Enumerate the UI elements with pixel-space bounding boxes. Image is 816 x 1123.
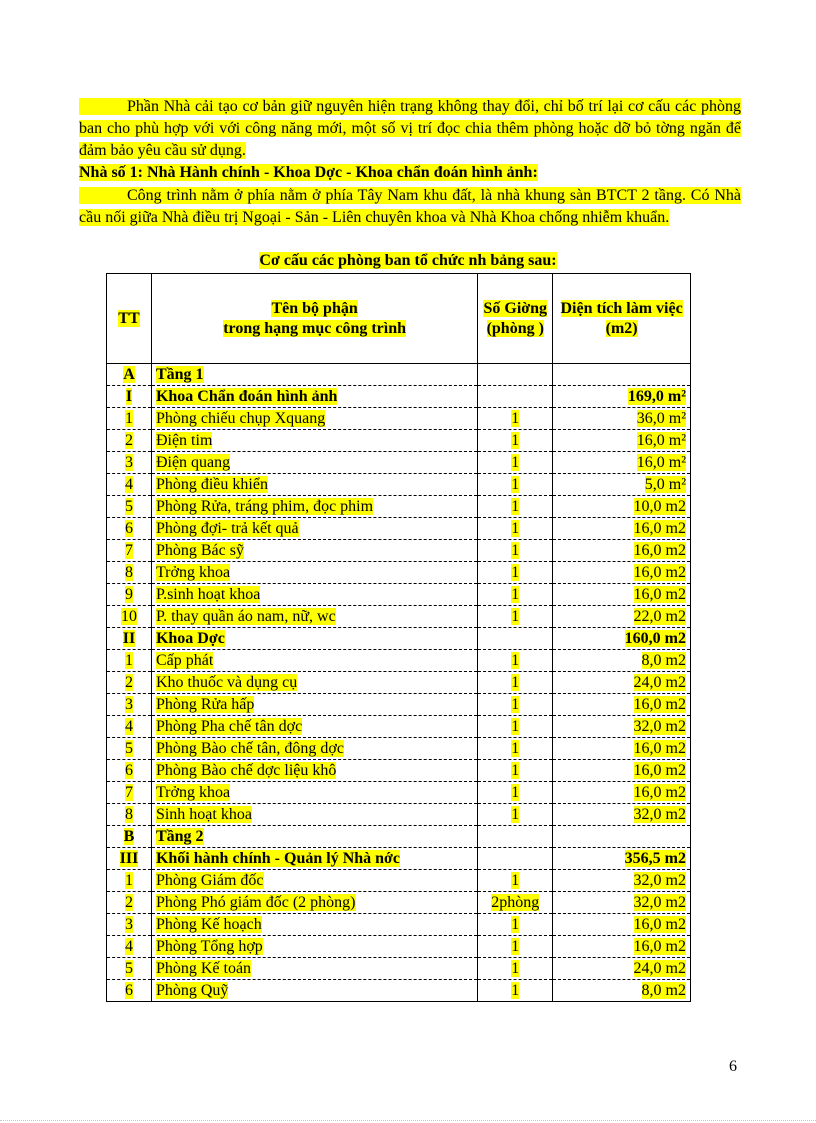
cell-beds-text: 1 bbox=[511, 981, 520, 999]
cell-tt-text: 4 bbox=[124, 717, 133, 735]
cell-name bbox=[151, 562, 477, 584]
cell-beds-text: 1 bbox=[511, 673, 520, 691]
cell-area-text: 16,0 m² bbox=[636, 453, 686, 471]
description-paragraph-text: Công trình nằm ở phía nằm ở phía Tây Nam khu đất, là nhà khung sàn BTCT 2 tầng. Có Nhà cầu nối giữa Nhà điều trị Ngoại - Sản - Liên chuyên khoa và Nhà Khoa chống nhiễm khuẩn. bbox=[79, 187, 741, 226]
table-group-row bbox=[107, 364, 691, 386]
cell-area-text: 5,0 m² bbox=[644, 475, 686, 493]
cell-area bbox=[553, 848, 691, 870]
cell-tt bbox=[107, 870, 152, 892]
cell-area bbox=[553, 386, 691, 408]
cell-tt-text: 8 bbox=[124, 563, 133, 581]
cell-area bbox=[553, 606, 691, 628]
table-caption-text: Cơ cấu các phòng ban tổ chức nh bảng sau: bbox=[259, 252, 557, 269]
table-row bbox=[107, 716, 691, 738]
cell-name bbox=[151, 430, 477, 452]
cell-beds bbox=[478, 716, 553, 738]
cell-name bbox=[151, 386, 477, 408]
cell-tt bbox=[107, 848, 152, 870]
cell-tt bbox=[107, 672, 152, 694]
cell-name bbox=[151, 408, 477, 430]
cell-tt-text: 2 bbox=[124, 673, 133, 691]
cell-tt-text: 4 bbox=[124, 475, 133, 493]
table-row bbox=[107, 870, 691, 892]
cell-beds-text: 1 bbox=[511, 453, 520, 471]
table-row bbox=[107, 980, 691, 1002]
cell-tt bbox=[107, 452, 152, 474]
cell-beds bbox=[478, 914, 553, 936]
cell-name bbox=[151, 650, 477, 672]
table-row bbox=[107, 584, 691, 606]
cell-tt-text: A bbox=[123, 365, 135, 383]
table-row bbox=[107, 452, 691, 474]
cell-name-text: Phòng Rửa, tráng phim, đọc phim bbox=[155, 497, 374, 515]
cell-area-text: 32,0 m2 bbox=[633, 805, 686, 823]
cell-tt bbox=[107, 980, 152, 1002]
cell-beds-text: 1 bbox=[511, 717, 520, 735]
table-row bbox=[107, 760, 691, 782]
cell-tt-text: 3 bbox=[124, 453, 133, 471]
cell-tt bbox=[107, 474, 152, 496]
cell-name bbox=[151, 848, 477, 870]
table-group-row bbox=[107, 386, 691, 408]
cell-area bbox=[553, 452, 691, 474]
cell-area-text: 16,0 m2 bbox=[633, 783, 686, 801]
table-row bbox=[107, 606, 691, 628]
cell-area-text: 16,0 m2 bbox=[633, 761, 686, 779]
table-group-row bbox=[107, 628, 691, 650]
cell-name bbox=[151, 870, 477, 892]
cell-area bbox=[553, 694, 691, 716]
cell-area-text: 16,0 m2 bbox=[633, 541, 686, 559]
cell-beds bbox=[478, 892, 553, 914]
cell-tt bbox=[107, 826, 152, 848]
table-row bbox=[107, 474, 691, 496]
cell-name-text: Khối hành chính - Quản lý Nhà nớc bbox=[155, 849, 401, 867]
cell-beds-text: 1 bbox=[511, 409, 520, 427]
cell-name-text: Phòng Bào chế dợc liệu khô bbox=[155, 761, 337, 779]
cell-area bbox=[553, 936, 691, 958]
cell-name bbox=[151, 672, 477, 694]
cell-tt-text: 8 bbox=[124, 805, 133, 823]
cell-beds bbox=[478, 738, 553, 760]
cell-area bbox=[553, 496, 691, 518]
cell-name-text: Phòng Bác sỹ bbox=[155, 541, 244, 559]
cell-tt bbox=[107, 804, 152, 826]
cell-name bbox=[151, 980, 477, 1002]
header-tt: TT bbox=[107, 274, 152, 364]
cell-name bbox=[151, 804, 477, 826]
section-heading bbox=[79, 162, 741, 184]
cell-beds-text: 1 bbox=[511, 805, 520, 823]
cell-name bbox=[151, 782, 477, 804]
cell-area bbox=[553, 650, 691, 672]
cell-name-text: Phòng Pha chế tân dợc bbox=[155, 717, 303, 735]
cell-beds bbox=[478, 408, 553, 430]
cell-area bbox=[553, 584, 691, 606]
cell-area bbox=[553, 760, 691, 782]
table-row bbox=[107, 408, 691, 430]
cell-beds bbox=[478, 672, 553, 694]
cell-area bbox=[553, 870, 691, 892]
cell-name-text: Điện quang bbox=[155, 453, 231, 471]
cell-beds bbox=[478, 430, 553, 452]
cell-area bbox=[553, 430, 691, 452]
cell-tt bbox=[107, 584, 152, 606]
cell-beds bbox=[478, 980, 553, 1002]
cell-name-text: Phòng chiếu chụp Xquang bbox=[155, 409, 326, 427]
cell-area-text: 24,0 m2 bbox=[633, 959, 686, 977]
cell-tt-text: 5 bbox=[124, 497, 133, 515]
cell-beds bbox=[478, 606, 553, 628]
cell-name bbox=[151, 628, 477, 650]
cell-beds bbox=[478, 804, 553, 826]
cell-area-text: 24,0 m2 bbox=[633, 673, 686, 691]
cell-name-text: Khoa Chẩn đoán hình ảnh bbox=[155, 387, 338, 405]
cell-tt-text: 2 bbox=[124, 431, 133, 449]
cell-name bbox=[151, 826, 477, 848]
cell-beds bbox=[478, 584, 553, 606]
cell-area-text: 16,0 m2 bbox=[633, 739, 686, 757]
table-row bbox=[107, 672, 691, 694]
cell-beds-text: 1 bbox=[511, 937, 520, 955]
header-name: Tên bộ phận trong hạng mục công trình bbox=[151, 274, 477, 364]
cell-beds bbox=[478, 848, 553, 870]
cell-tt-text: 7 bbox=[124, 783, 133, 801]
table-row bbox=[107, 804, 691, 826]
cell-area bbox=[553, 716, 691, 738]
cell-name-text: Phòng Kế toán bbox=[155, 959, 252, 977]
cell-name bbox=[151, 474, 477, 496]
cell-beds bbox=[478, 540, 553, 562]
cell-area-text: 22,0 m2 bbox=[633, 607, 686, 625]
cell-area bbox=[553, 408, 691, 430]
table-row bbox=[107, 914, 691, 936]
cell-beds-text: 1 bbox=[511, 585, 520, 603]
cell-tt bbox=[107, 408, 152, 430]
table-row bbox=[107, 782, 691, 804]
cell-name bbox=[151, 540, 477, 562]
cell-area bbox=[553, 518, 691, 540]
cell-area-text: 32,0 m2 bbox=[633, 893, 686, 911]
cell-tt bbox=[107, 650, 152, 672]
cell-beds-text: 1 bbox=[511, 541, 520, 559]
cell-beds-text: 1 bbox=[511, 695, 520, 713]
cell-area bbox=[553, 738, 691, 760]
cell-tt-text: 2 bbox=[124, 893, 133, 911]
cell-tt-text: 3 bbox=[124, 695, 133, 713]
cell-area-text: 16,0 m2 bbox=[633, 937, 686, 955]
page-edge-divider bbox=[0, 1120, 816, 1121]
table-row bbox=[107, 650, 691, 672]
cell-name bbox=[151, 892, 477, 914]
table-row bbox=[107, 694, 691, 716]
cell-area-text: 32,0 m2 bbox=[633, 871, 686, 889]
cell-name-text: Kho thuốc và dụng cụ bbox=[155, 673, 298, 691]
cell-name bbox=[151, 364, 477, 386]
cell-tt bbox=[107, 694, 152, 716]
cell-tt bbox=[107, 782, 152, 804]
table-header-row bbox=[107, 274, 691, 364]
cell-beds bbox=[478, 826, 553, 848]
cell-beds bbox=[478, 782, 553, 804]
cell-area bbox=[553, 672, 691, 694]
cell-area-text: 16,0 m2 bbox=[633, 695, 686, 713]
cell-name bbox=[151, 496, 477, 518]
cell-tt bbox=[107, 606, 152, 628]
cell-tt-text: 6 bbox=[124, 519, 133, 537]
cell-beds-text: 1 bbox=[511, 871, 520, 889]
cell-name-text: Trởng khoa bbox=[155, 783, 231, 801]
cell-name bbox=[151, 452, 477, 474]
header-area: Diện tích làm việc (m2) bbox=[553, 274, 691, 364]
table-caption bbox=[0, 251, 816, 271]
cell-beds bbox=[478, 364, 553, 386]
table-row bbox=[107, 892, 691, 914]
cell-tt bbox=[107, 760, 152, 782]
cell-name-text: Trởng khoa bbox=[155, 563, 231, 581]
cell-beds bbox=[478, 518, 553, 540]
cell-beds bbox=[478, 694, 553, 716]
cell-beds bbox=[478, 474, 553, 496]
cell-beds-text: 1 bbox=[511, 563, 520, 581]
cell-area-text: 16,0 m2 bbox=[633, 915, 686, 933]
cell-tt bbox=[107, 386, 152, 408]
cell-tt-text: I bbox=[125, 387, 133, 405]
cell-name-text: P. thay quần áo nam, nữ, wc bbox=[155, 607, 336, 625]
cell-area-text: 356,5 m2 bbox=[624, 849, 686, 867]
cell-name-text: Phòng điều khiển bbox=[155, 475, 268, 493]
cell-area-text: 16,0 m2 bbox=[633, 519, 686, 537]
cell-tt-text: 6 bbox=[124, 981, 133, 999]
cell-beds bbox=[478, 650, 553, 672]
description-paragraph bbox=[79, 185, 741, 229]
cell-name-text: Phòng Bào chế tân, đông dợc bbox=[155, 739, 344, 757]
cell-tt-text: 5 bbox=[124, 959, 133, 977]
cell-name-text: Phòng Rửa hấp bbox=[155, 695, 255, 713]
cell-area bbox=[553, 958, 691, 980]
table-body bbox=[107, 364, 691, 1002]
cell-beds-text: 1 bbox=[511, 651, 520, 669]
cell-name bbox=[151, 716, 477, 738]
cell-tt bbox=[107, 892, 152, 914]
cell-name-text: Phòng Phó giám đốc (2 phòng) bbox=[155, 893, 356, 911]
cell-name-text: Phòng Tổng hợp bbox=[155, 937, 263, 955]
cell-name-text: Phòng Giám đốc bbox=[155, 871, 264, 889]
cell-area bbox=[553, 540, 691, 562]
cell-area bbox=[553, 562, 691, 584]
cell-beds-text: 1 bbox=[511, 761, 520, 779]
cell-area-text: 16,0 m2 bbox=[633, 563, 686, 581]
cell-area-text: 8,0 m2 bbox=[641, 981, 686, 999]
cell-area-text: 36,0 m² bbox=[636, 409, 686, 427]
cell-area-text: 10,0 m2 bbox=[633, 497, 686, 515]
header-beds: Số Giờng (phòng ) bbox=[478, 274, 553, 364]
cell-area-text: 16,0 m2 bbox=[633, 585, 686, 603]
cell-tt-text: III bbox=[119, 849, 139, 867]
cell-tt bbox=[107, 628, 152, 650]
cell-beds-text: 1 bbox=[511, 915, 520, 933]
cell-tt bbox=[107, 562, 152, 584]
cell-beds-text: 2phòng bbox=[491, 893, 540, 911]
cell-beds bbox=[478, 936, 553, 958]
cell-area bbox=[553, 782, 691, 804]
table-group-row bbox=[107, 826, 691, 848]
cell-tt-text: II bbox=[122, 629, 136, 647]
cell-tt-text: 9 bbox=[124, 585, 133, 603]
table-row bbox=[107, 958, 691, 980]
cell-name bbox=[151, 914, 477, 936]
cell-area bbox=[553, 474, 691, 496]
cell-name-text: Tầng 1 bbox=[155, 365, 204, 383]
cell-beds bbox=[478, 870, 553, 892]
cell-tt-text: B bbox=[123, 827, 135, 845]
department-table bbox=[106, 273, 691, 1002]
cell-area bbox=[553, 980, 691, 1002]
intro-paragraph bbox=[79, 96, 741, 162]
cell-beds-text: 1 bbox=[511, 431, 520, 449]
cell-beds-text: 1 bbox=[511, 519, 520, 537]
cell-beds bbox=[478, 386, 553, 408]
cell-area-text: 32,0 m2 bbox=[633, 717, 686, 735]
cell-name bbox=[151, 958, 477, 980]
cell-name-text: Phòng Quỹ bbox=[155, 981, 229, 999]
table-group-row bbox=[107, 848, 691, 870]
table-row bbox=[107, 518, 691, 540]
cell-tt bbox=[107, 738, 152, 760]
cell-name-text: Phòng Kế hoạch bbox=[155, 915, 262, 933]
cell-tt-text: 3 bbox=[124, 915, 133, 933]
cell-name bbox=[151, 518, 477, 540]
cell-area bbox=[553, 628, 691, 650]
cell-beds-text: 1 bbox=[511, 607, 520, 625]
cell-name-text: Phòng đợi- trả kết quả bbox=[155, 519, 299, 537]
cell-tt-text: 5 bbox=[124, 739, 133, 757]
cell-beds bbox=[478, 760, 553, 782]
cell-tt bbox=[107, 518, 152, 540]
cell-tt-text: 1 bbox=[124, 409, 133, 427]
cell-name bbox=[151, 694, 477, 716]
cell-area-text: 160,0 m2 bbox=[624, 629, 686, 647]
cell-tt bbox=[107, 540, 152, 562]
cell-tt-text: 10 bbox=[120, 607, 137, 625]
table-row bbox=[107, 738, 691, 760]
cell-beds-text: 1 bbox=[511, 475, 520, 493]
cell-area bbox=[553, 364, 691, 386]
cell-beds bbox=[478, 562, 553, 584]
cell-tt bbox=[107, 430, 152, 452]
intro-paragraph-text: Phần Nhà cải tạo cơ bản giữ nguyên hiện trạng không thay đổi, chỉ bố trí lại cơ cấu các phòng ban cho phù hợp với với công năng mới, một số vị trí đọc chia thêm phòng hoặc dỡ bỏ tờng ngăn để đảm bảo yêu cầu sử dụng. bbox=[79, 98, 741, 159]
cell-beds bbox=[478, 628, 553, 650]
cell-tt-text: 7 bbox=[124, 541, 133, 559]
cell-tt bbox=[107, 914, 152, 936]
cell-beds-text: 1 bbox=[511, 959, 520, 977]
cell-area-text: 16,0 m² bbox=[636, 431, 686, 449]
cell-beds bbox=[478, 496, 553, 518]
table-row bbox=[107, 430, 691, 452]
cell-name-text: Sinh hoạt khoa bbox=[155, 805, 252, 823]
cell-name bbox=[151, 760, 477, 782]
page-number: 6 bbox=[729, 1058, 737, 1075]
cell-name-text: Tầng 2 bbox=[155, 827, 204, 845]
cell-tt bbox=[107, 716, 152, 738]
table-row bbox=[107, 562, 691, 584]
cell-name bbox=[151, 606, 477, 628]
table-row bbox=[107, 496, 691, 518]
cell-name-text: Điện tim bbox=[155, 431, 213, 449]
cell-area bbox=[553, 892, 691, 914]
cell-beds bbox=[478, 958, 553, 980]
cell-name bbox=[151, 584, 477, 606]
table-row bbox=[107, 540, 691, 562]
cell-area-text: 8,0 m2 bbox=[641, 651, 686, 669]
cell-name bbox=[151, 738, 477, 760]
cell-beds-text: 1 bbox=[511, 497, 520, 515]
cell-beds-text: 1 bbox=[511, 739, 520, 757]
cell-tt bbox=[107, 958, 152, 980]
cell-area bbox=[553, 914, 691, 936]
cell-name-text: P.sinh hoạt khoa bbox=[155, 585, 261, 603]
cell-area bbox=[553, 826, 691, 848]
cell-beds bbox=[478, 452, 553, 474]
cell-area-text: 169,0 m² bbox=[627, 387, 686, 405]
cell-tt-text: 6 bbox=[124, 761, 133, 779]
cell-name-text: Cấp phát bbox=[155, 651, 214, 669]
table-row bbox=[107, 936, 691, 958]
section-heading-text: Nhà số 1: Nhà Hành chính - Khoa Dợc - Khoa chẩn đoán hình ảnh: bbox=[79, 164, 538, 181]
cell-name-text: Khoa Dợc bbox=[155, 629, 225, 647]
cell-beds-text: 1 bbox=[511, 783, 520, 801]
cell-tt-text: 1 bbox=[124, 651, 133, 669]
cell-tt-text: 4 bbox=[124, 937, 133, 955]
cell-tt-text: 1 bbox=[124, 871, 133, 889]
cell-area bbox=[553, 804, 691, 826]
cell-name bbox=[151, 936, 477, 958]
cell-tt bbox=[107, 936, 152, 958]
cell-tt bbox=[107, 364, 152, 386]
cell-tt bbox=[107, 496, 152, 518]
